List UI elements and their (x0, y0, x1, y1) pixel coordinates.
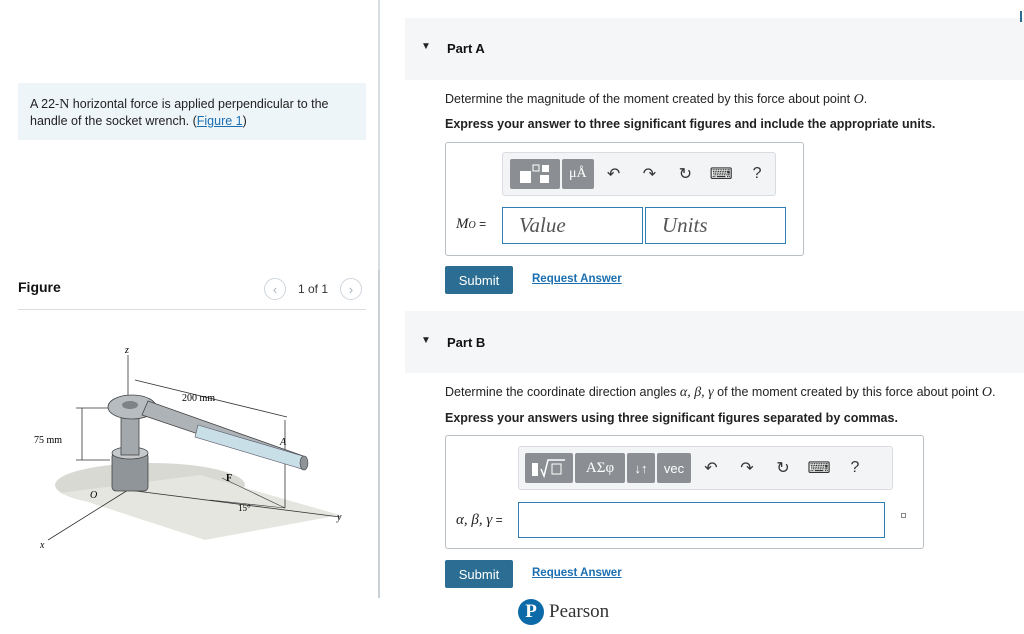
angles-equals: = (492, 513, 503, 527)
socket-shaft (121, 417, 139, 455)
part-a-submit-button[interactable]: Submit (445, 266, 513, 294)
column-divider-lower (378, 270, 380, 598)
chevron-left-icon[interactable]: ‹ (264, 278, 286, 300)
angles-symbols: α, β, γ (456, 512, 493, 528)
point-o: O (853, 92, 864, 107)
label-o: O (90, 490, 98, 501)
part-b-answer-box (445, 435, 924, 549)
point-o: O (981, 385, 993, 400)
help-button[interactable]: ? (850, 459, 860, 476)
moment-subscript: O (468, 220, 476, 231)
part-b-title: Part B (447, 335, 486, 350)
problem-statement (18, 83, 366, 140)
reset-icon[interactable]: ↻ (776, 460, 790, 477)
part-a-title: Part A (447, 41, 485, 56)
pearson-logo-icon: P (518, 599, 544, 625)
greek-button[interactable]: ΑΣφ (575, 453, 625, 483)
angle-symbols: α, β, γ (679, 385, 714, 400)
label-y: y (337, 512, 342, 523)
problem-text-close: ) (242, 114, 247, 128)
chevron-right-icon[interactable]: › (340, 278, 362, 300)
redo-icon[interactable]: ↷ (642, 166, 657, 183)
vec-button[interactable]: vec (657, 453, 691, 483)
reset-icon[interactable]: ↻ (678, 166, 693, 183)
part-b-question (445, 385, 996, 401)
part-b-question-text: Determine the coordinate direction angles (445, 385, 680, 399)
caret-down-icon[interactable]: ▼ (421, 335, 431, 346)
part-a-header[interactable] (405, 18, 1024, 80)
socket-wrench-figure (30, 335, 360, 555)
angles-label (456, 512, 503, 529)
caret-down-icon[interactable]: ▼ (421, 41, 431, 52)
part-b-toolbar (518, 446, 893, 490)
label-z: z (125, 345, 129, 356)
handle-end (300, 456, 308, 470)
templates-icon[interactable] (525, 453, 573, 483)
help-button[interactable]: ? (752, 165, 762, 182)
force-unit: N (59, 97, 70, 112)
part-b-header[interactable] (405, 311, 1024, 373)
figure-pager (264, 278, 362, 300)
figure-divider (18, 309, 366, 310)
label-15deg: 15° (238, 503, 251, 513)
keyboard-icon[interactable]: ⌨ (807, 460, 831, 477)
templates-icon[interactable] (510, 159, 560, 189)
angles-input[interactable] (518, 502, 885, 538)
moment-label (456, 216, 486, 233)
redo-icon[interactable]: ↷ (740, 460, 754, 477)
part-a-question (445, 92, 867, 108)
label-75mm: 75 mm (34, 435, 63, 446)
undo-icon[interactable]: ↶ (704, 460, 718, 477)
units-input[interactable]: Units (645, 207, 786, 244)
label-x: x (40, 540, 45, 551)
part-b-question-mid: of the moment created by this force about point (713, 385, 982, 399)
part-b-instruction: Express your answers using three significant figures separated by commas. (445, 411, 898, 425)
handle-grip (195, 425, 306, 469)
undo-icon[interactable]: ↶ (606, 166, 621, 183)
templates-glyph (518, 163, 552, 185)
part-a-question-end: . (863, 92, 868, 106)
figure-heading: Figure (18, 279, 61, 295)
label-a: A (280, 437, 287, 448)
problem-text: A 22- (30, 97, 60, 111)
part-b-request-answer-link[interactable]: Request Answer (532, 567, 622, 579)
pearson-brand (518, 599, 609, 625)
sqrt-templates-glyph (530, 457, 568, 479)
units-button[interactable]: μÅ (562, 159, 594, 189)
ratchet-center (122, 401, 138, 409)
moment-equals: = (475, 217, 487, 231)
part-a-question-text: Determine the magnitude of the moment created by this force about point (445, 92, 854, 106)
arrows-button[interactable]: ↓↑ (627, 453, 655, 483)
part-a-answer-box (445, 142, 804, 256)
part-a-request-answer-link[interactable]: Request Answer (532, 273, 622, 285)
problem-text-cont: horizontal force is applied perpendicular to the handle of the socket wrench. ( (30, 97, 329, 128)
part-a-toolbar (502, 152, 776, 196)
keyboard-icon[interactable]: ⌨ (709, 166, 733, 183)
scroll-indicator (1020, 11, 1022, 22)
figure-link[interactable]: Figure 1 (196, 114, 243, 128)
pearson-wordmark: Pearson (549, 601, 610, 622)
value-input[interactable]: Value (502, 207, 643, 244)
status-indicator (901, 513, 906, 518)
part-b-question-end: . (992, 385, 996, 399)
moment-symbol: M (456, 216, 469, 232)
pager-text: 1 of 1 (298, 282, 329, 296)
label-f: F (226, 473, 233, 484)
label-200mm: 200 mm (182, 393, 216, 404)
part-a-instruction: Express your answer to three significant figures and include the appropriate units. (445, 117, 936, 131)
part-b-submit-button[interactable]: Submit (445, 560, 513, 588)
